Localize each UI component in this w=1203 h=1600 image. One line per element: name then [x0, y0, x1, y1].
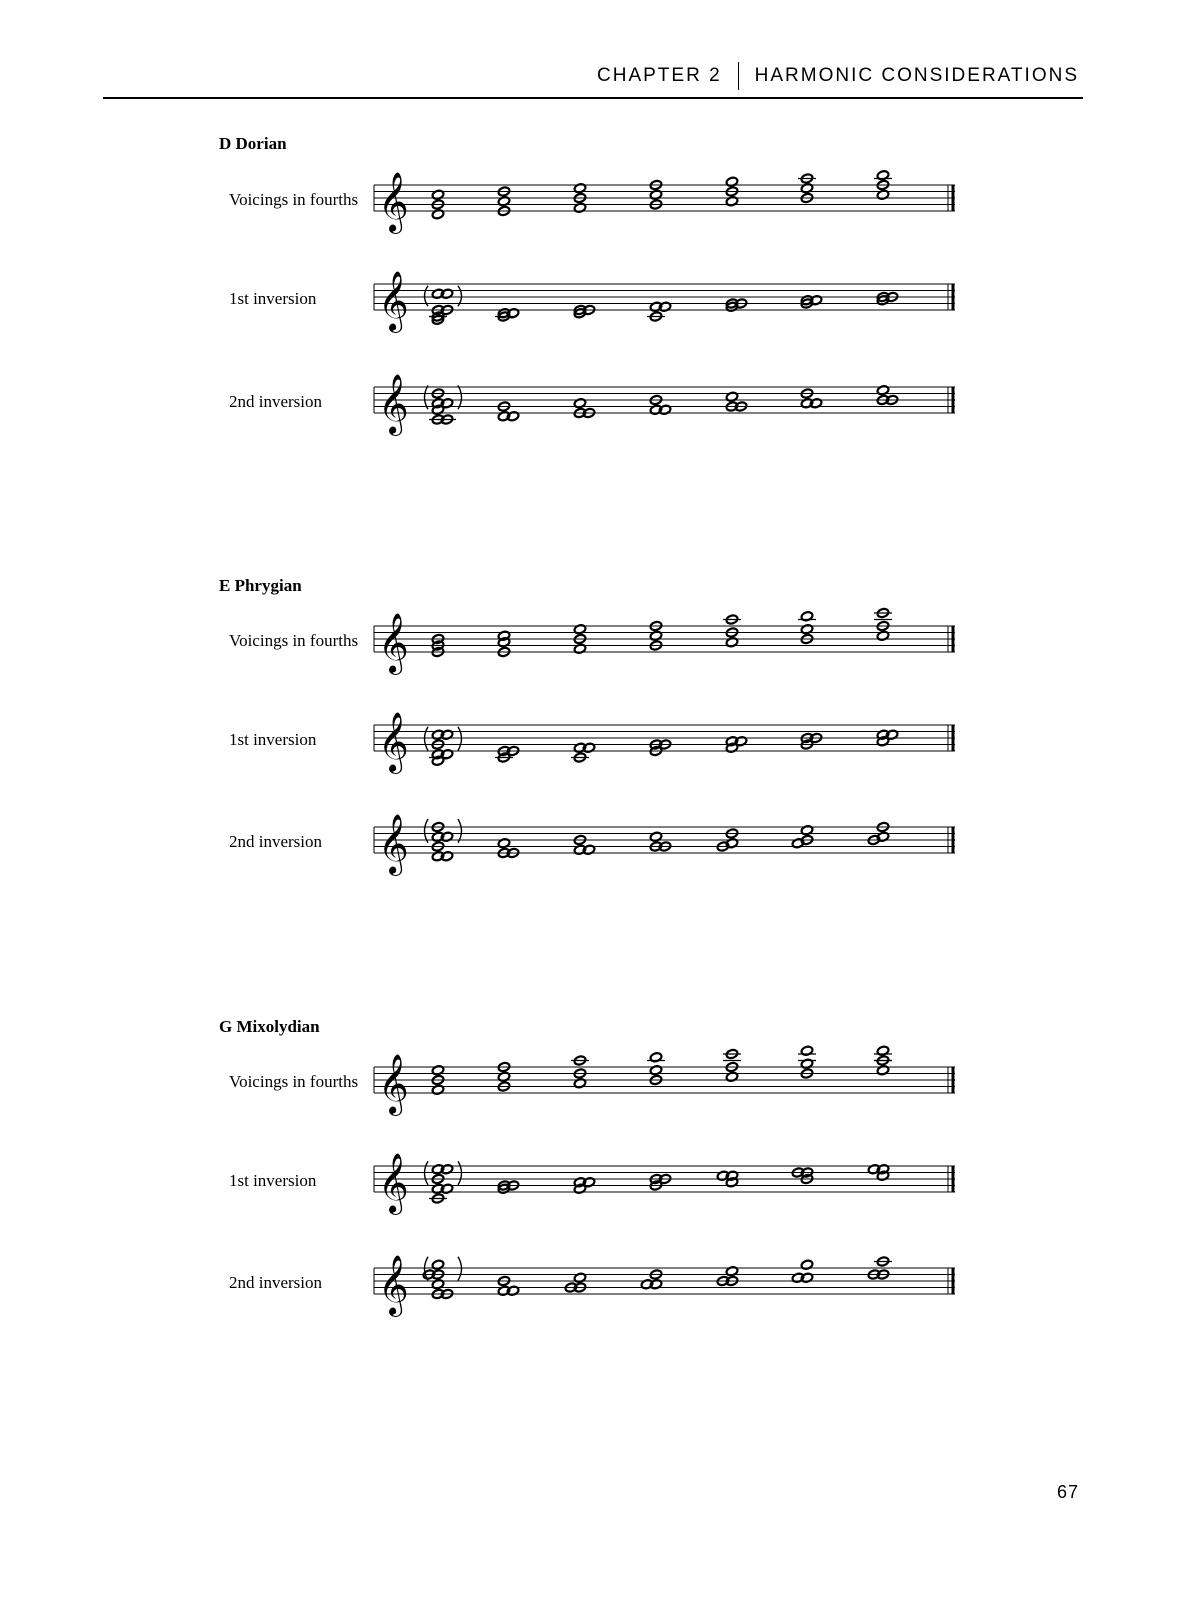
parenthesis-icon	[458, 1257, 462, 1281]
parenthesis-icon	[425, 819, 429, 843]
whole-note	[876, 385, 889, 396]
whole-note	[571, 1055, 589, 1066]
section-title-e-phrygian: E Phrygian	[219, 576, 302, 595]
whole-note	[431, 209, 444, 220]
running-header	[597, 62, 1079, 90]
whole-note	[573, 1272, 586, 1283]
whole-note	[431, 1279, 444, 1290]
whole-note	[874, 1256, 892, 1267]
staff-label: Voicings in fourths	[229, 631, 359, 650]
parenthesis-icon	[458, 1161, 462, 1185]
whole-note	[725, 838, 738, 849]
whole-note	[725, 196, 738, 207]
whole-note	[800, 183, 813, 194]
whole-note	[876, 621, 889, 632]
whole-note	[649, 831, 662, 842]
header-rule	[103, 97, 1083, 99]
treble-clef-icon: 𝄞	[378, 1255, 409, 1315]
whole-note	[647, 311, 665, 322]
whole-note	[725, 391, 738, 402]
parenthesis-icon	[458, 819, 462, 843]
parenthesis-icon	[458, 727, 462, 751]
whole-note	[649, 180, 662, 191]
whole-note	[723, 614, 741, 625]
staff-label: Voicings in fourths	[229, 190, 359, 209]
whole-note	[874, 608, 892, 620]
whole-note	[800, 1259, 813, 1270]
parenthesis-icon	[458, 386, 462, 410]
whole-note	[573, 398, 586, 409]
section-title-d-dorian: D Dorian	[219, 134, 287, 153]
whole-note	[725, 1266, 738, 1277]
whole-note	[649, 630, 662, 641]
treble-clef-icon: 𝄞	[378, 814, 409, 874]
whole-note	[497, 838, 510, 849]
whole-note	[798, 1045, 816, 1060]
whole-note	[725, 637, 738, 648]
whole-note	[647, 1052, 665, 1063]
whole-note	[876, 831, 889, 842]
whole-note	[431, 189, 444, 200]
whole-note	[876, 1065, 889, 1076]
staff-label: 2nd inversion	[229, 1273, 323, 1292]
whole-note	[495, 752, 513, 763]
whole-note	[431, 1259, 444, 1270]
chapter-title: HARMONIC CONSIDERATIONS	[754, 65, 1079, 86]
music-staff	[370, 163, 965, 233]
music-staff	[370, 1144, 965, 1214]
parenthesis-icon	[425, 386, 429, 410]
music-staff	[370, 1246, 965, 1316]
whole-note	[874, 1045, 892, 1060]
whole-note	[798, 611, 816, 622]
staff-label: Voicings in fourths	[229, 1072, 359, 1091]
whole-note	[429, 1193, 447, 1204]
whole-note	[725, 1071, 738, 1082]
whole-note	[800, 624, 813, 635]
music-staff	[370, 703, 965, 773]
whole-note	[649, 621, 662, 632]
chapter-label: CHAPTER 2	[597, 65, 722, 86]
whole-note	[497, 1071, 510, 1082]
staff-label: 2nd inversion	[229, 392, 323, 411]
treble-clef-icon: 𝄞	[378, 1153, 409, 1213]
header-separator	[738, 62, 739, 90]
section-title-g-mixolydian: G Mixolydian	[219, 1017, 320, 1036]
whole-note	[571, 752, 589, 763]
whole-note	[649, 189, 662, 200]
whole-note	[800, 825, 813, 836]
whole-note	[429, 755, 447, 766]
music-staff	[370, 604, 965, 674]
whole-note	[573, 624, 586, 635]
music-staff	[370, 1045, 965, 1115]
parenthesis-icon	[425, 727, 429, 751]
treble-clef-icon: 𝄞	[378, 271, 409, 331]
whole-note	[431, 1065, 444, 1076]
whole-note	[876, 822, 889, 833]
treble-clef-icon: 𝄞	[378, 1054, 409, 1114]
treble-clef-icon: 𝄞	[378, 613, 409, 673]
parenthesis-icon	[425, 1161, 429, 1185]
whole-note	[876, 189, 889, 200]
whole-note	[573, 1078, 586, 1089]
staff-label: 1st inversion	[229, 1171, 317, 1190]
staff-label: 2nd inversion	[229, 832, 323, 851]
music-staff	[370, 805, 965, 875]
treble-clef-icon: 𝄞	[378, 172, 409, 232]
whole-note	[573, 202, 586, 213]
whole-note	[798, 173, 816, 184]
whole-note	[431, 1084, 444, 1095]
whole-note	[876, 630, 889, 641]
page-number: 67	[1056, 1482, 1079, 1502]
whole-note	[497, 196, 510, 207]
whole-note	[573, 643, 586, 654]
whole-note	[874, 170, 892, 181]
staff-label: 1st inversion	[229, 730, 317, 749]
music-staff	[370, 365, 965, 435]
whole-note	[876, 180, 889, 191]
whole-note	[573, 183, 586, 194]
whole-note	[723, 1049, 741, 1061]
whole-note	[725, 176, 738, 187]
music-staff	[370, 262, 965, 332]
staff-label: 1st inversion	[229, 289, 317, 308]
treble-clef-icon: 𝄞	[378, 374, 409, 434]
treble-clef-icon: 𝄞	[378, 712, 409, 772]
whole-note	[649, 1065, 662, 1076]
